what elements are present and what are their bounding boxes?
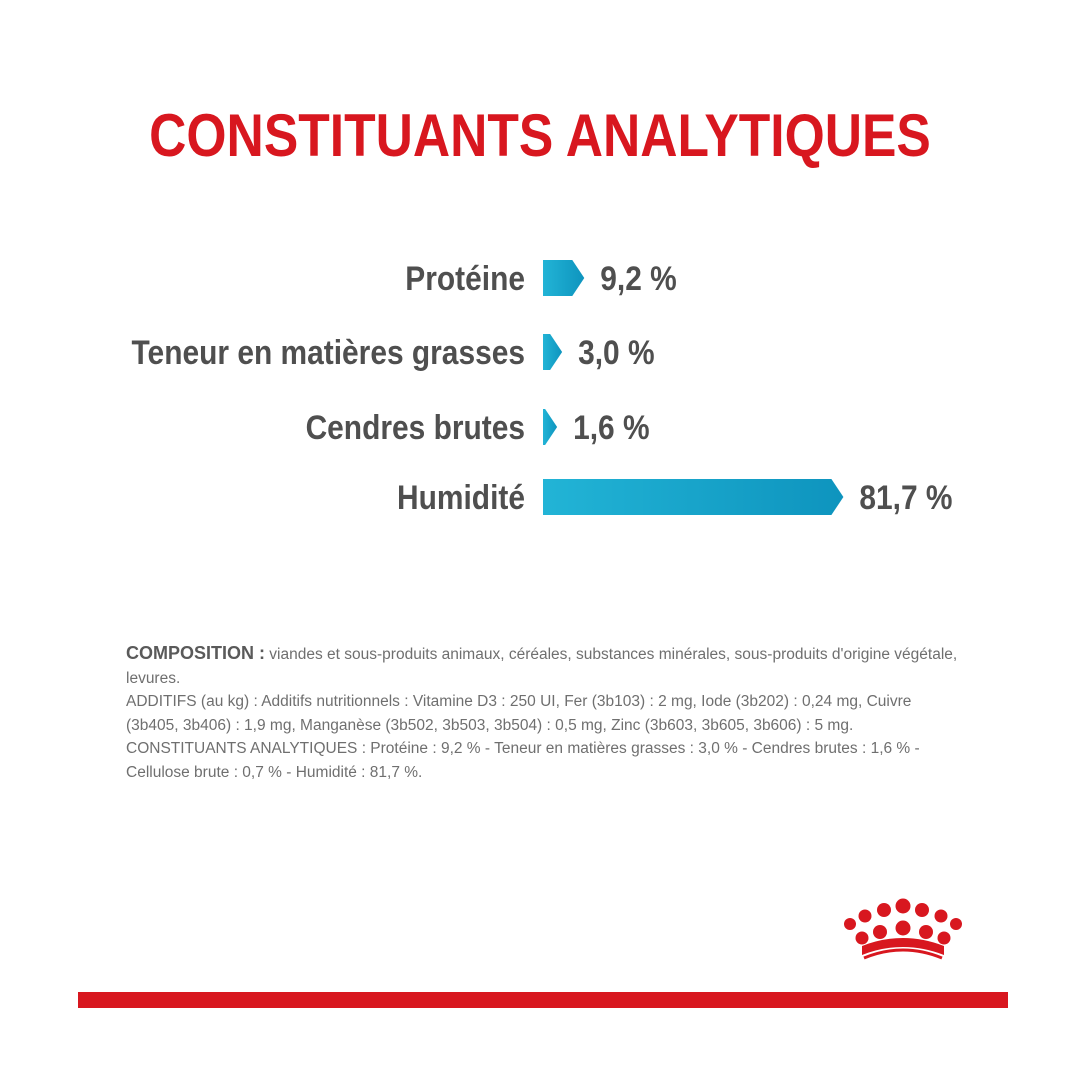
composition-ingredients xyxy=(126,642,966,690)
bar xyxy=(543,334,562,370)
bar xyxy=(543,409,557,445)
value-label: 1,6 % xyxy=(573,408,650,447)
category-label: Humidité xyxy=(397,478,526,517)
category-label: Cendres brutes xyxy=(305,408,526,447)
bottom-accent-bar xyxy=(78,992,1008,1008)
composition-text xyxy=(126,642,966,784)
bar xyxy=(543,479,843,515)
value-label: 3,0 % xyxy=(578,333,655,372)
crown-icon xyxy=(840,898,966,970)
bar xyxy=(543,260,584,296)
composition-ingredients-text: viandes et sous-produits animaux, céréales, substances minérales, sous-produits d'origine végétale, levures. xyxy=(126,646,958,687)
category-label: Teneur en matières grasses xyxy=(131,333,526,372)
category-label: Protéine xyxy=(405,259,526,298)
composition-analytical: CONSTITUANTS ANALYTIQUES : Protéine : 9,2 % - Teneur en matières grasses : 3,0 % - Cendres brutes : 1,6 % - Cellulose brute : 0,7 % - Humidité : 81,7 %. xyxy=(126,740,920,781)
composition-additives: ADDITIFS (au kg) : Additifs nutritionnels : Vitamine D3 : 250 UI, Fer (3b103) : 2 mg, Iode (3b202) : 0,24 mg, Cuivre (3b405, 3b406) : 1,9 mg, Manganèse (3b502, 3b503, 3b504) : 0,5 mg, Zinc (3b603, 3b605, 3b606) : 5 mg. xyxy=(126,693,912,734)
page-title: CONSTITUANTS ANALYTIQUES xyxy=(149,102,931,169)
value-label: 9,2 % xyxy=(600,259,677,298)
composition-heading: COMPOSITION : xyxy=(126,643,265,663)
value-label: 81,7 % xyxy=(859,478,953,517)
